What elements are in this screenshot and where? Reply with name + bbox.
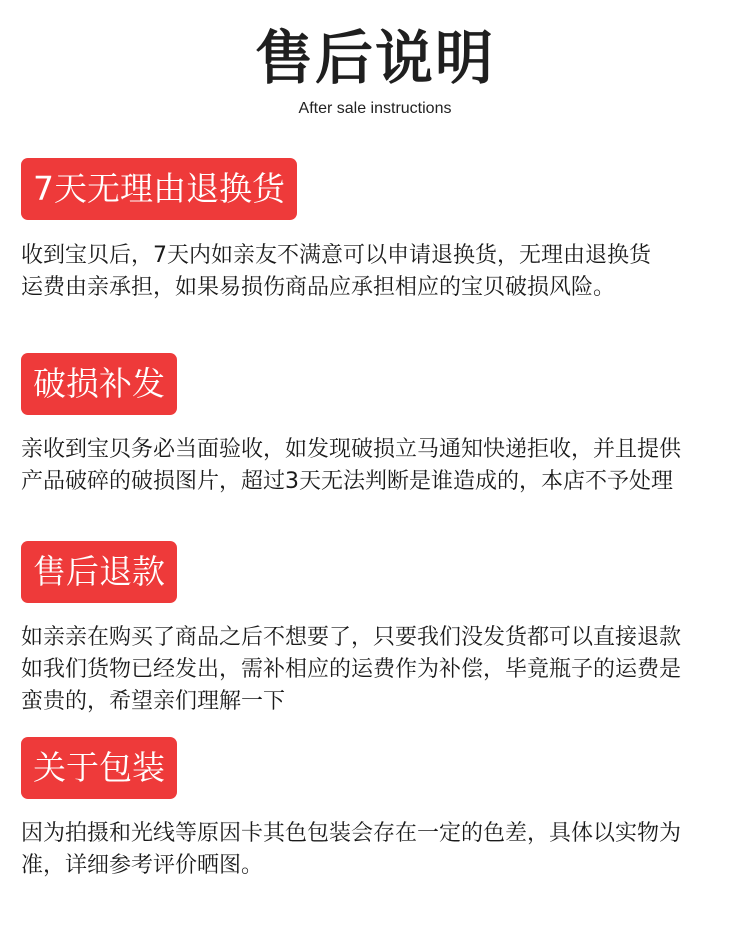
section-heading-packaging: 关于包装: [21, 737, 177, 799]
section-body-refund: 如亲亲在购买了商品之后不想要了，只要我们没发货都可以直接退款 如我们货物已经发出，需补相应的运费作为补偿，毕竟瓶子的运费是 蛮贵的，希望亲们理解一下: [21, 625, 682, 714]
page-subtitle: After sale instructions: [298, 100, 452, 117]
section-heading-damage-reissue: 破损补发: [21, 353, 177, 415]
section-body-packaging: 因为拍摄和光线等原因卡其色包装会存在一定的色差，具体以实物为 准，详细参考评价晒图。: [21, 821, 682, 878]
section-body-returns: 收到宝贝后，7天内如亲友不满意可以申请退换货，无理由退换货 运费由亲承担，如果易损伤商品应承担相应的宝贝破损风险。: [21, 243, 651, 300]
section-heading-returns: 7天无理由退换货: [21, 158, 297, 220]
page-title: 售后说明: [254, 24, 495, 92]
section-heading-refund: 售后退款: [21, 541, 177, 603]
section-body-damage-reissue: 亲收到宝贝务必当面验收，如发现破损立马通知快递拒收，并且提供 产品破碎的破损图片，超过3天无法判断是谁造成的，本店不予处理: [21, 437, 682, 494]
